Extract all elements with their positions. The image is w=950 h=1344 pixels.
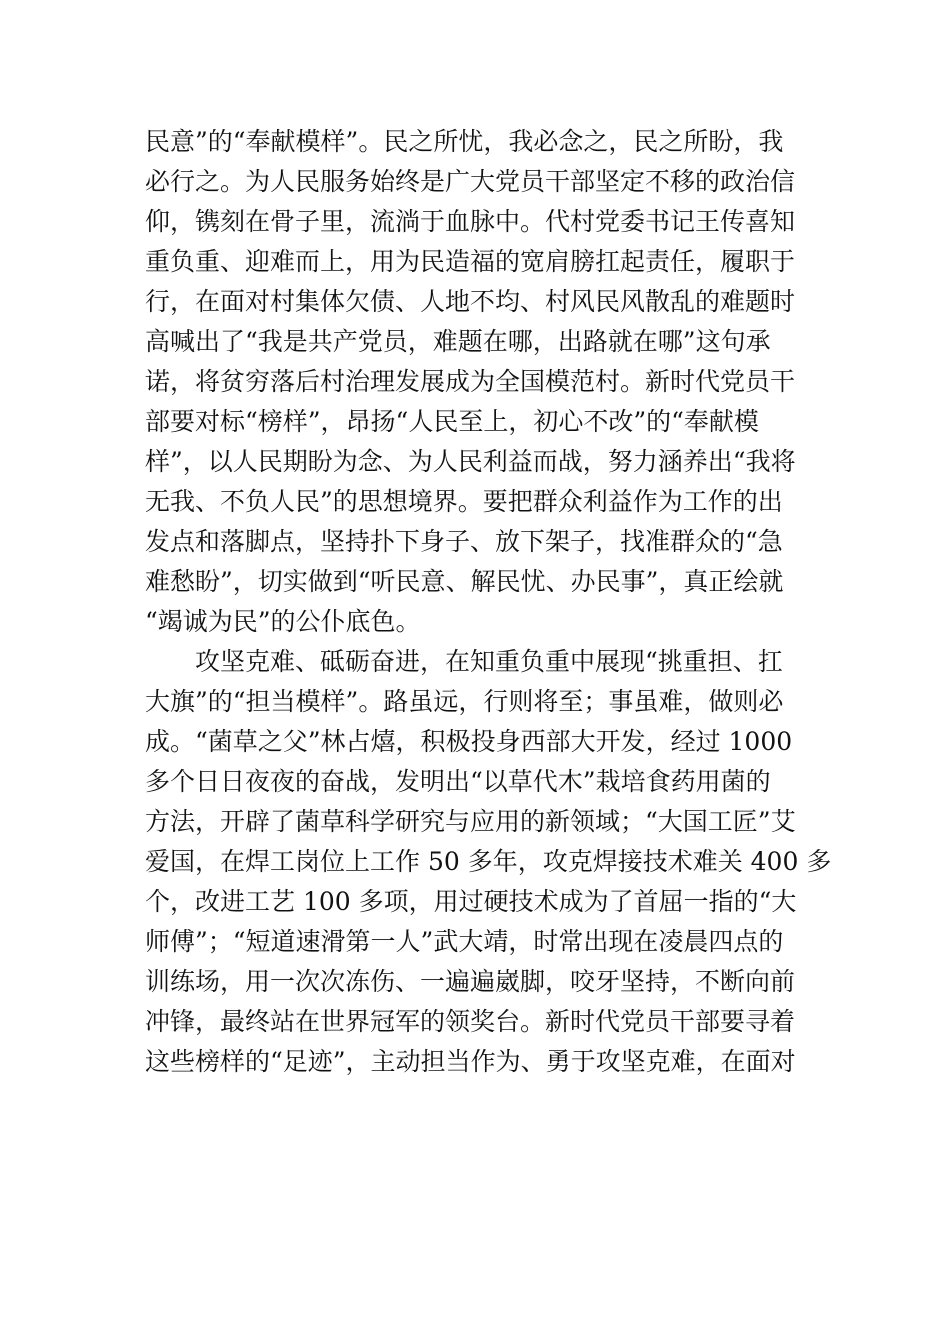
- text-line: 重负重、迎难而上，用为民造福的宽肩膀扛起责任，履职于: [145, 247, 796, 276]
- text-line: 师傅”；“短道速滑第一人”武大靖，时常出现在凌晨四点的: [145, 927, 784, 956]
- text-line: 方法，开辟了菌草科学研究与应用的新领域；“大国工匠”艾: [145, 807, 796, 836]
- text-line: 行，在面对村集体欠债、人地不均、村风民风散乱的难题时: [145, 287, 796, 316]
- text-line: 爱国，在焊工岗位上工作 50 多年，攻克焊接技术难关 400 多: [145, 847, 832, 876]
- text-line: 成。“菌草之父”林占熺，积极投身西部大开发，经过 1000: [145, 727, 793, 756]
- text-line: 冲锋，最终站在世界冠军的领奖台。新时代党员干部要寻着: [145, 1007, 796, 1036]
- paragraph-1: [145, 122, 815, 642]
- text-line: 无我、不负人民”的思想境界。要把群众利益作为工作的出: [145, 487, 783, 516]
- text-line: 大旗”的“担当模样”。路虽远，行则将至；事虽难，做则必: [145, 687, 784, 716]
- text-line: 样”，以人民期盼为念、为人民利益而战，努力涵养出“我将: [145, 447, 796, 476]
- text-line: 民意”的“奉献模样”。民之所忧，我必念之，民之所盼，我: [145, 127, 784, 156]
- text-line: 这些榜样的“足迹”，主动担当作为、勇于攻坚克难，在面对: [145, 1047, 796, 1076]
- text-line: 多个日日夜夜的奋战，发明出“以草代木”栽培食药用菌的: [145, 767, 771, 796]
- text-line: 难愁盼”，切实做到“听民意、解民忧、办民事”，真正绘就: [145, 567, 784, 596]
- text-line: 攻坚克难、砥砺奋进，在知重负重中展现“挑重担、扛: [195, 647, 783, 676]
- text-line: 仰，镌刻在骨子里，流淌于血脉中。代村党委书记王传喜知: [145, 207, 796, 236]
- text-line: 必行之。为人民服务始终是广大党员干部坚定不移的政治信: [145, 167, 796, 196]
- text-line: 训练场，用一次次冻伤、一遍遍崴脚，咬牙坚持，不断向前: [145, 967, 796, 996]
- body-text: [145, 122, 832, 1082]
- text-line: “竭诚为民”的公仆底色。: [145, 607, 421, 636]
- text-line: 个，改进工艺 100 多项，用过硬技术成为了首屈一指的“大: [145, 887, 797, 916]
- paragraph-2: [145, 642, 832, 1082]
- text-line: 发点和落脚点，坚持扑下身子、放下架子，找准群众的“急: [145, 527, 783, 556]
- text-line: 高喊出了“我是共产党员，难题在哪，出路就在哪”这句承: [145, 327, 771, 356]
- text-line: 诺，将贫穷落后村治理发展成为全国模范村。新时代党员干: [145, 367, 796, 396]
- text-line: 部要对标“榜样”，昂扬“人民至上，初心不改”的“奉献模: [145, 407, 759, 436]
